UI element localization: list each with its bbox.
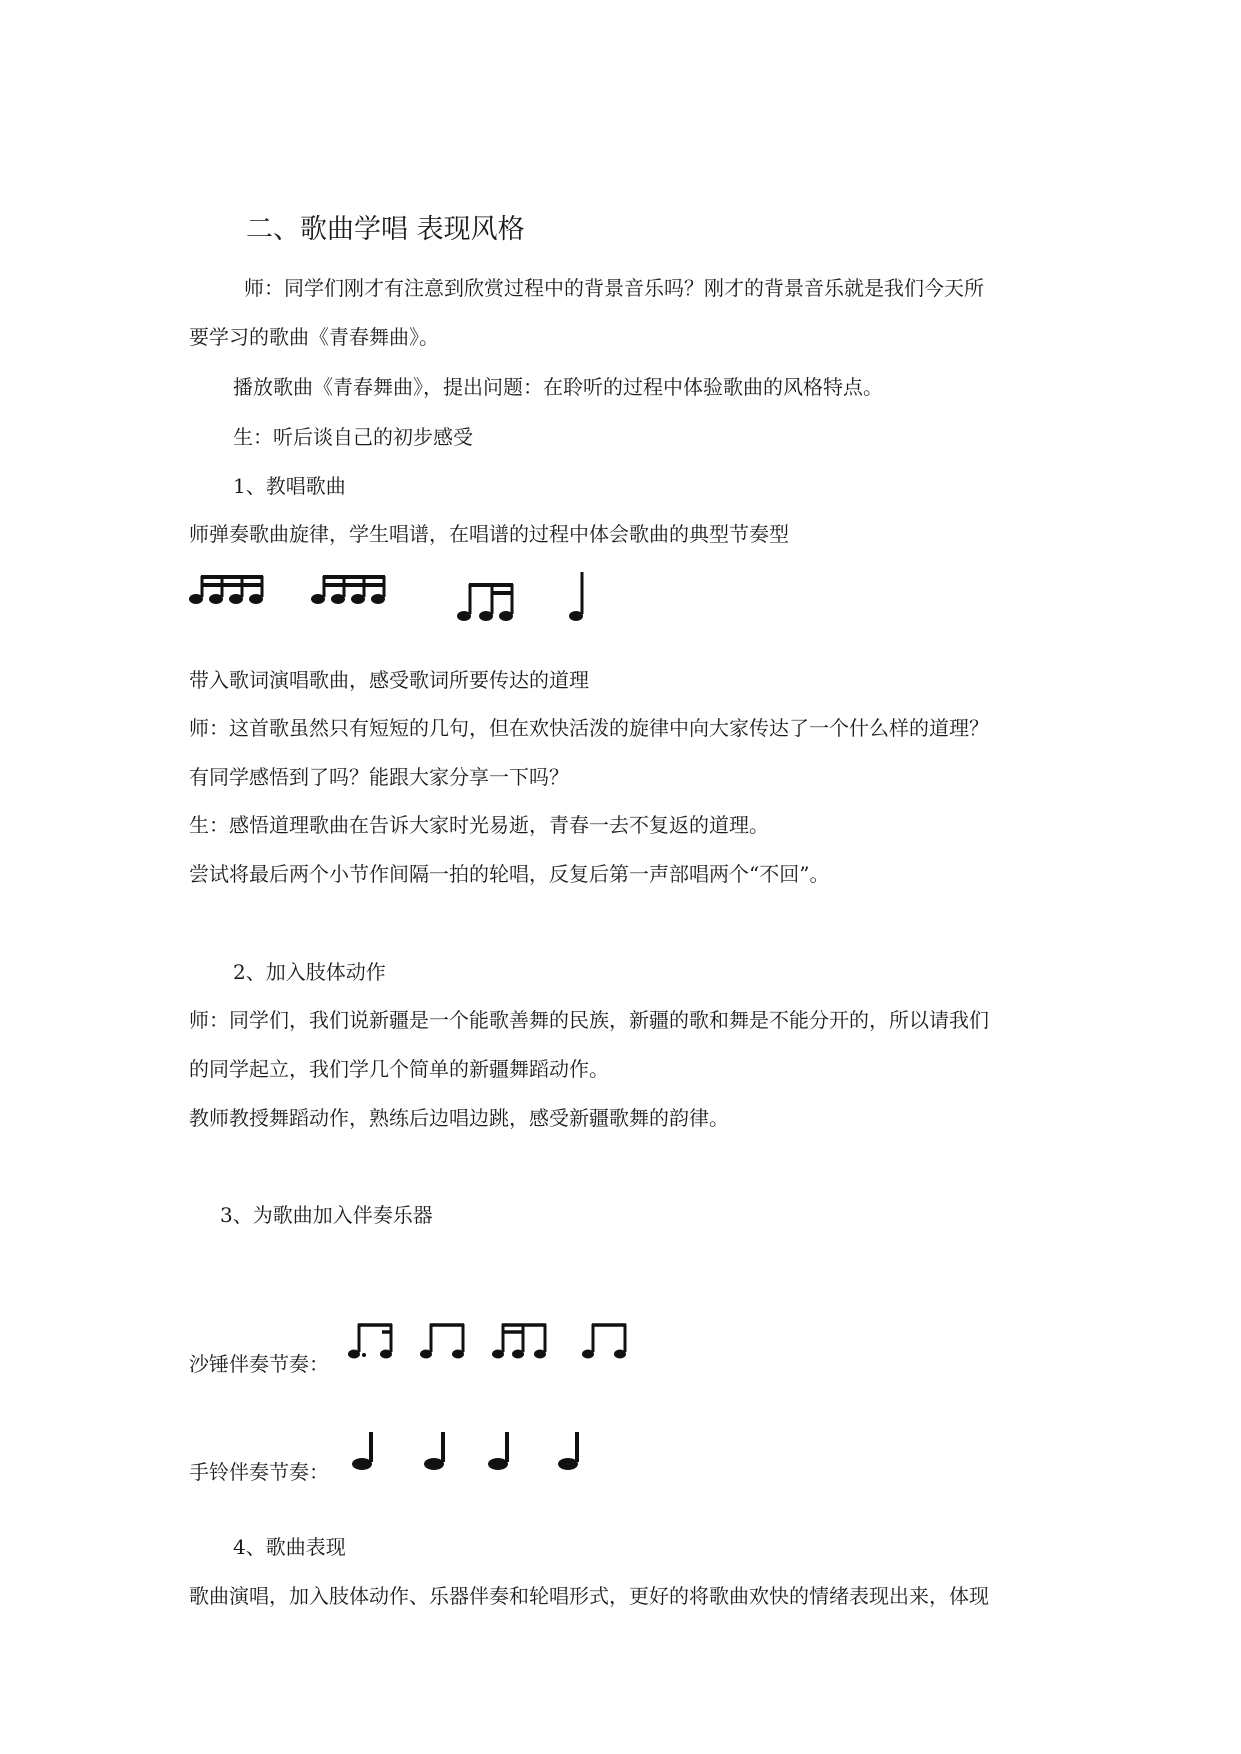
shaker-rhythm-label: 沙锤伴奏节奏： <box>189 1352 329 1376</box>
sixteenth-notes-group-icon <box>311 576 385 604</box>
part2-line-1: 师：同学们，我们说新疆是一个能歌善舞的民族，新疆的歌和舞是不能分开的，所以请我们 <box>189 1008 989 1032</box>
part4-line-1: 歌曲演唱，加入肢体动作、乐器伴奏和轮唱形式，更好的将歌曲欢快的情绪表现出来，体现 <box>189 1584 989 1608</box>
quarter-note-icon <box>424 1432 444 1470</box>
student-response-line: 生：听后谈自己的初步感受 <box>233 425 473 449</box>
quarter-note-icon <box>352 1432 372 1470</box>
play-song-line: 播放歌曲《青春舞曲》，提出问题：在聆听的过程中体验歌曲的风格特点。 <box>233 375 883 399</box>
part1-title: 1、教唱歌曲 <box>233 474 346 498</box>
quarter-note-icon <box>558 1432 578 1470</box>
handbell-rhythm-pattern <box>346 1428 616 1478</box>
eighth-pair-icon <box>420 1324 464 1359</box>
part4-title: 4、歌曲表现 <box>233 1535 346 1559</box>
eighth-two-sixteenths-icon <box>457 584 513 621</box>
part2-line-2: 的同学起立，我们学几个简单的新疆舞蹈动作。 <box>189 1057 609 1081</box>
section-heading: 二、歌曲学唱 表现风格 <box>246 214 525 245</box>
quarter-note-icon <box>488 1432 508 1470</box>
part3-title: 3、为歌曲加入伴奏乐器 <box>220 1203 433 1227</box>
part1-line-3: 师：这首歌虽然只有短短的几句，但在欢快活泼的旋律中向大家传达了一个什么样的道理？ <box>189 716 989 740</box>
part2-title: 2、加入肢体动作 <box>233 960 386 984</box>
part1-line-4: 有同学感悟到了吗？能跟大家分享一下吗？ <box>189 765 569 789</box>
quarter-note-icon <box>569 572 583 621</box>
handbell-rhythm-label: 手铃伴奏节奏： <box>189 1460 329 1484</box>
part1-line-1: 师弹奏歌曲旋律，学生唱谱，在唱谱的过程中体会歌曲的典型节奏型 <box>189 522 789 546</box>
part1-line-6: 尝试将最后两个小节作间隔一拍的轮唱，反复后第一声部唱两个“不回”。 <box>189 862 830 886</box>
part1-line-5: 生：感悟道理歌曲在告诉大家时光易逝，青春一去不复返的道理。 <box>189 813 769 837</box>
typical-rhythm-pattern <box>188 566 608 634</box>
part2-line-3: 教师教授舞蹈动作，熟练后边唱边跳，感受新疆歌舞的韵律。 <box>189 1106 729 1130</box>
eighth-pair-icon <box>582 1324 626 1359</box>
sixteenth-group-icon <box>492 1324 546 1359</box>
dotted-eighth-sixteenth-icon <box>348 1324 392 1359</box>
part1-line-2: 带入歌词演唱歌曲，感受歌词所要传达的道理 <box>189 668 589 692</box>
intro-line-2: 要学习的歌曲《青春舞曲》。 <box>189 325 439 349</box>
shaker-rhythm-pattern <box>346 1318 646 1368</box>
intro-line-1: 师：同学们刚才有注意到欣赏过程中的背景音乐吗？刚才的背景音乐就是我们今天所 <box>244 276 984 300</box>
sixteenth-notes-group-icon <box>189 576 263 604</box>
